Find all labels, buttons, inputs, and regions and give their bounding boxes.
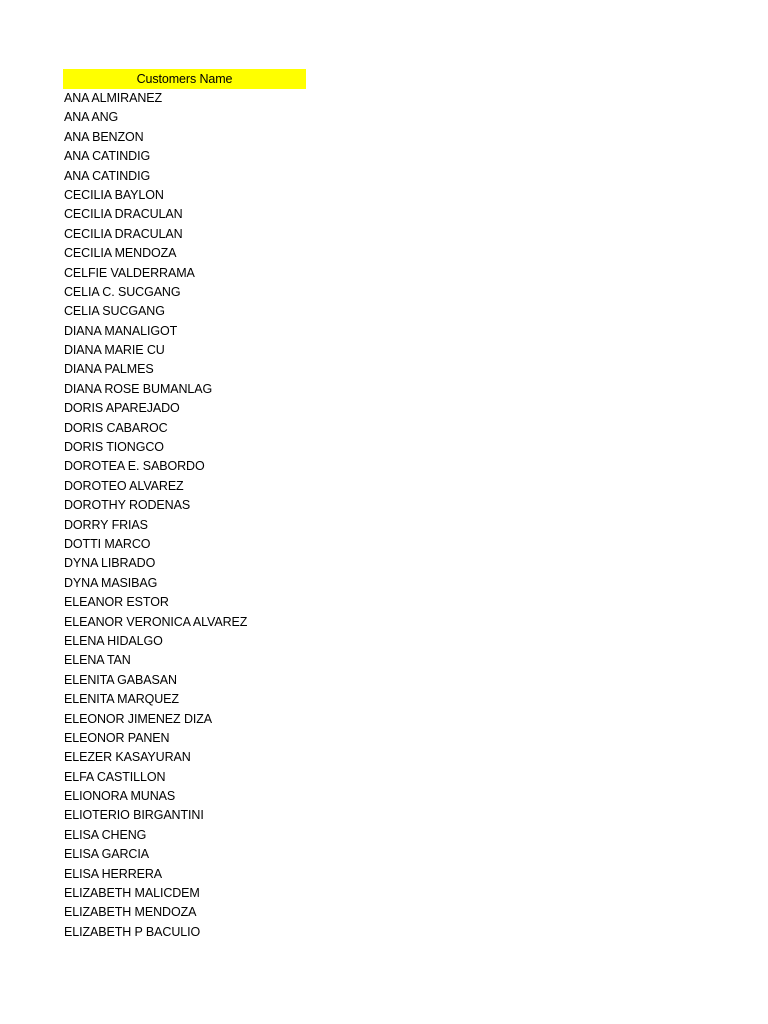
customer-name-row: CELIA SUCGANG — [64, 304, 165, 319]
customer-name-row: ELISA HERRERA — [64, 866, 163, 881]
customer-name-row: ELEANOR VERONICA ALVAREZ — [64, 614, 248, 629]
customer-name-row: ELEZER KASAYURAN — [64, 750, 191, 765]
customer-name-row: ELISA CHENG — [64, 827, 147, 842]
customer-name-row: DIANA PALMES — [64, 362, 154, 377]
customer-name-row: ELENA HIDALGO — [64, 633, 163, 648]
customer-name-row: DOROTEA E. SABORDO — [64, 459, 205, 474]
customer-name-row: ELISA GARCIA — [64, 847, 149, 862]
customer-name-row: DORRY FRIAS — [64, 517, 148, 532]
customer-name-column — [63, 69, 306, 942]
customer-name-row: ELENITA GABASAN — [64, 672, 177, 687]
customer-name-row: DOROTHY RODENAS — [64, 498, 191, 513]
customer-name-row: ELEONOR JIMENEZ DIZA — [64, 711, 213, 726]
customer-name-row: CELIA C. SUCGANG — [64, 284, 181, 299]
customer-name-row: ANA BENZON — [64, 129, 144, 144]
customer-name-row: DYNA LIBRADO — [64, 556, 156, 571]
column-header-customers-name: Customers Name — [63, 69, 306, 89]
customer-name-row: DYNA MASIBAG — [64, 575, 158, 590]
customer-name-row: CECILIA DRACULAN — [64, 207, 183, 222]
customer-name-row: DIANA MANALIGOT — [64, 323, 178, 338]
customer-name-row: ELEANOR ESTOR — [64, 595, 169, 610]
customer-name-row: DORIS TIONGCO — [64, 440, 164, 455]
customer-name-row: ELIONORA MUNAS — [64, 789, 176, 804]
customer-name-row: DIANA ROSE BUMANLAG — [64, 381, 213, 396]
customer-name-row: ELIOTERIO BIRGANTINI — [64, 808, 204, 823]
customer-name-row: ELIZABETH P BACULIO — [64, 924, 201, 939]
customer-name-row: DORIS APAREJADO — [64, 401, 180, 416]
customer-name-row: DORIS CABAROC — [64, 420, 168, 435]
customer-name-row: CECILIA MENDOZA — [64, 246, 177, 261]
customer-name-row: CECILIA BAYLON — [64, 187, 164, 202]
customer-name-row: ELENA TAN — [64, 653, 131, 668]
customer-name-row: ANA ALMIRANEZ — [64, 91, 163, 105]
customer-name-row: CECILIA DRACULAN — [64, 226, 183, 241]
customer-name-row: DOROTEO ALVAREZ — [64, 478, 184, 493]
customer-name-row: DIANA MARIE CU — [64, 343, 165, 358]
customer-name-row: ELEONOR PANEN — [64, 730, 170, 745]
customer-name-row: ELIZABETH MENDOZA — [64, 905, 197, 920]
customer-name-row: ANA CATINDIG — [64, 168, 151, 183]
customer-name-row: ELIZABETH MALICDEM — [64, 886, 200, 901]
customer-name-row: DOTTI MARCO — [64, 536, 151, 551]
customer-name-row: ELFA CASTILLON — [64, 769, 166, 784]
customer-name-row: ANA ANG — [64, 110, 119, 125]
customer-name-row: ANA CATINDIG — [64, 149, 151, 164]
customer-name-row: ELENITA MARQUEZ — [64, 692, 179, 707]
customer-name-row: CELFIE VALDERRAMA — [64, 265, 195, 280]
customer-name-list — [63, 89, 306, 942]
